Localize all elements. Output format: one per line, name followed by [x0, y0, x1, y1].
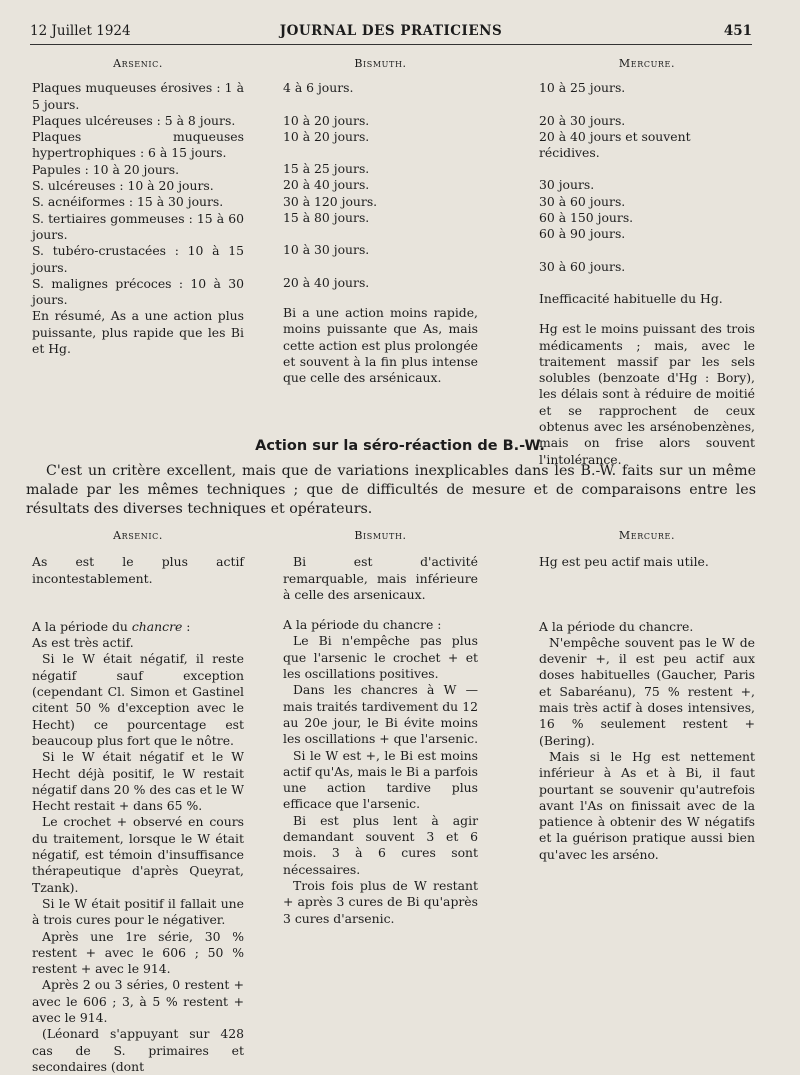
table2-mercure-lead: Hg est peu actif mais utile.: [539, 554, 709, 570]
table2-arsenic-paragraph: As est très actif.: [32, 635, 134, 651]
table1-arsenic-row: Plaques ulcéreuses : 5 à 8 jours.: [32, 112, 236, 128]
section-intro: [26, 462, 756, 519]
table1-arsenic-row: S. tubéro-crustacées : 10 à 15 jours.: [32, 243, 244, 275]
table1-arsenic-row: S. ulcéreuses : 10 à 20 jours.: [32, 178, 214, 194]
table1-arsenic-column: [32, 56, 244, 357]
period-label: A la période du: [32, 618, 132, 634]
table2-mercure-column: [539, 528, 755, 863]
table2-bismuth-heading: Bismuth.: [354, 529, 407, 542]
table2-arsenic-paragraph: Si le W était positif il fallait une à trois cures pour le négativer.: [32, 895, 244, 928]
section-intro-text: C'est un critère excellent, mais que de variations inexplicables dans les B.-W. faits sur un même malade par les mêmes techniques ; que de difficultés de mesure et de comparaisons entre les résultats des diverses techniques et opérateurs.: [26, 463, 756, 517]
running-head: [30, 20, 752, 45]
table1-mercure-row: Inefficacité habituelle du Hg.: [539, 290, 723, 306]
table2-arsenic-paragraph: Après une 1re série, 30 % restent + avec le 606 ; 50 % restent + avec le 914.: [32, 928, 244, 977]
chancre-term: chancre: [131, 618, 183, 634]
period-colon: :: [182, 618, 191, 634]
table1-mercure-row: 20 à 40 jours et souvent récidives.: [539, 128, 691, 161]
table1-bismuth-row: 20 à 40 jours.: [283, 177, 370, 193]
table1-mercure-summary: Hg est le moins puissant des trois médicaments ; mais, avec le traitement massif par les sels solubles (benzoate d'Hg : Bory), les délais sont à réduire de moitié et se rapprochent de ceux obtenus avec les arsénobenzènes, mais on frise alors souvent l'intolérance.: [539, 321, 755, 467]
table2-bismuth-paragraph: Le Bi n'empêche pas plus que l'arsenic le crochet + et les oscillations positives.: [283, 633, 478, 682]
table2-bismuth-column: [283, 528, 478, 927]
table1-bismuth-row: 4 à 6 jours.: [283, 80, 354, 96]
section-title: Action sur la séro-réaction de B.-W.: [255, 438, 545, 454]
table1-mercure-heading: Mercure.: [618, 57, 676, 70]
table2-mercure-paragraph: A la période du chancre.: [539, 618, 694, 634]
table2-arsenic-paragraph: Si le W était négatif et le W Hecht déjà positif, le W restait négatif dans 20 % des cas et le W Hecht restait + dans 65 %.: [32, 749, 244, 814]
table1-bismuth-row: 10 à 20 jours.: [283, 112, 370, 128]
table1-bismuth-column: [283, 56, 478, 386]
table1-bismuth-heading: Bismuth.: [354, 57, 407, 70]
table2-bismuth-lead: Bi est d'activité remarquable, mais inférieure à celle des arsenicaux.: [283, 554, 478, 602]
table1-bismuth-row: 10 à 30 jours.: [283, 242, 370, 258]
table2-arsenic-column: [32, 528, 244, 1075]
table1-mercure-row: 30 jours.: [539, 177, 595, 193]
table2-arsenic-paragraph: Le crochet + observé en cours du traitement, lorsque le W était négatif, est témoin d'insuffisance thérapeutique d'après Queyrat, Tzank).: [32, 814, 244, 895]
table1-bismuth-row: 30 à 120 jours.: [283, 193, 378, 209]
table1-mercure-row: 20 à 30 jours.: [539, 112, 626, 128]
table1-arsenic-heading: Arsenic.: [113, 57, 163, 70]
table2-bismuth-paragraph: Dans les chancres à W — mais traités tardivement du 12 au 20e jour, le Bi évite moins les oscillations + que l'arsenic.: [283, 682, 479, 747]
table1-bismuth-summary: Bi a une action moins rapide, moins puissante que As, mais cette action est plus prolongée et souvent à la fin plus intense que celle des arsénicaux.: [283, 304, 478, 386]
journal-title: JOURNAL DES PRATICIENS: [279, 23, 503, 39]
table1-mercure-column: [539, 56, 755, 468]
table1-bismuth-row: 15 à 25 jours.: [283, 161, 370, 177]
table2-mercure-heading: Mercure.: [618, 529, 676, 542]
table1-arsenic-row: S. tertiaires gommeuses : 15 à 60 jours.: [32, 210, 244, 242]
table1-arsenic-row: Papules : 10 à 20 jours.: [32, 161, 180, 177]
table2-arsenic-paragraph: Si le W était négatif, il reste négatif sauf exception (cependant Cl. Simon et Gastinel citent 50 % d'exception avec le Hecht) ce pourcentage est beaucoup plus fort que le nôtre.: [32, 651, 244, 748]
table2-bismuth-paragraph: A la période du chancre :: [283, 617, 442, 633]
table2-mercure-paragraph: N'empêche souvent pas le W de devenir +, il est peu actif aux doses habituelles (Gaucher, Paris et Sabaréanu), 75 % restent +, mais très actif à doses intensives, 16 % seulement restent + (Bering).: [539, 634, 755, 748]
table2-mercure-paragraph: Mais si le Hg est nettement inférieur à As et à Bi, il faut pourtant se souvenir qu'autrefois avant l'As on finissait avec de la patience à obtenir des W négatifs et la guérison pratique aussi bien qu'avec les arséno.: [539, 748, 755, 862]
table2-bismuth-paragraph: Trois fois plus de W restant + après 3 cures de Bi qu'après 3 cures d'arsenic.: [283, 877, 478, 926]
table1-bismuth-row: 15 à 80 jours.: [283, 210, 370, 226]
table2-arsenic-paragraph: (Léonard s'appuyant sur 428 cas de S. primaires et secondaires (dont: [32, 1026, 244, 1074]
table1-arsenic-row: Plaques muqueuses érosives : 1 à 5 jours.: [32, 80, 244, 112]
table1-mercure-row: 30 à 60 jours.: [539, 258, 626, 274]
page-number: 451: [723, 23, 752, 39]
table1-arsenic-row: S. acnéiformes : 15 à 30 jours.: [32, 194, 224, 210]
table1-mercure-row: 10 à 25 jours.: [539, 80, 626, 96]
issue-date: 12 Juillet 1924: [30, 23, 131, 39]
table1-arsenic-row: Plaques muqueuses hypertrophiques : 6 à 15 jours.: [32, 129, 244, 161]
table2-arsenic-paragraph: [32, 619, 244, 635]
table2-arsenic-paragraph: Après 2 ou 3 séries, 0 restent + avec le 606 ; 3, à 5 % restent + avec le 914.: [32, 977, 244, 1026]
table2-arsenic-heading: Arsenic.: [113, 529, 163, 542]
table1-arsenic-row: S. malignes précoces : 10 à 30 jours.: [32, 275, 244, 308]
table2-bismuth-paragraph: Bi est plus lent à agir demandant souvent 3 et 6 mois. 3 à 6 cures sont nécessaires.: [283, 812, 478, 877]
table1-mercure-row: 30 à 60 jours.: [539, 193, 626, 209]
table2-arsenic-lead: As est le plus actif incontestablement.: [32, 554, 244, 586]
table1-mercure-row: 60 à 150 jours.: [539, 210, 634, 226]
table1-mercure-row: 60 à 90 jours.: [539, 226, 626, 242]
table2-bismuth-paragraph: Si le W est +, le Bi est moins actif qu'As, mais le Bi a parfois une action tardive plus efficace que l'arsenic.: [283, 747, 478, 812]
table1-arsenic-summary: En résumé, As a une action plus puissante, plus rapide que les Bi et Hg.: [32, 308, 244, 357]
table1-bismuth-row: 10 à 20 jours.: [283, 128, 370, 144]
table1-bismuth-row: 20 à 40 jours.: [283, 274, 370, 290]
